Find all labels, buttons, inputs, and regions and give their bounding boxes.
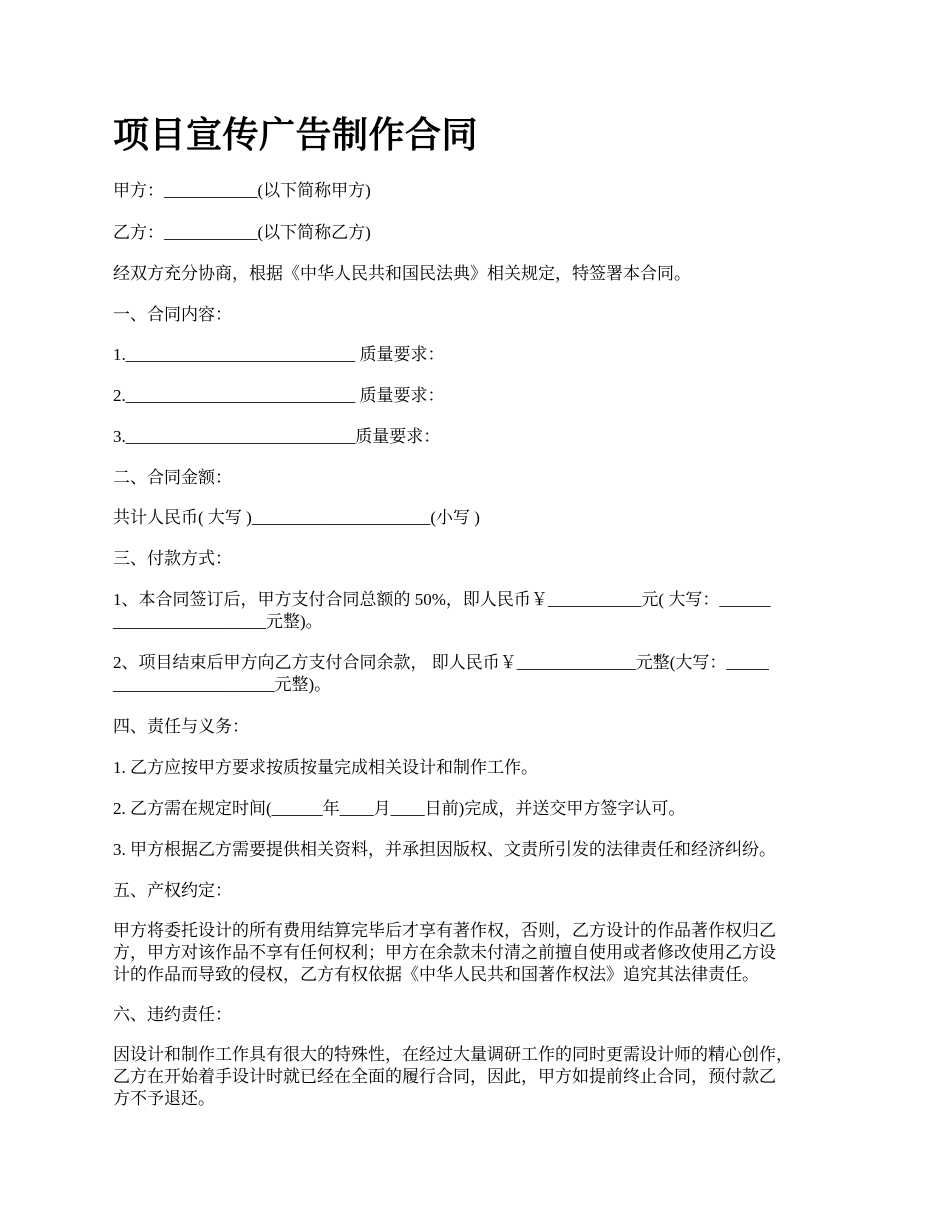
payment-item-2-line-1: 2、项目结束后甲方向乙方支付合同余款， 即人民币￥______________元整(大写：_____	[113, 653, 769, 672]
breach-liability-paragraph	[113, 1044, 793, 1110]
party-b-line: 乙方：___________(以下简称乙方)	[113, 223, 371, 242]
party-a-line: 甲方：___________(以下简称甲方)	[113, 181, 371, 200]
section-heading-property-rights: 五、产权约定：	[113, 881, 232, 900]
property-rights-paragraph	[113, 920, 776, 986]
responsibility-item-3: 3. 甲方根据乙方需要提供相关资料，并承担因版权、文责所引发的法律责任和经济纠纷。	[113, 840, 776, 859]
payment-item-1-line-2: __________________元整)。	[113, 612, 323, 631]
content-item-1: 1.___________________________ 质量要求：	[113, 345, 445, 364]
payment-item-1-line-1: 1、本合同签订后，甲方支付合同总额的 50%，即人民币￥___________元( 大写：______	[113, 590, 771, 609]
payment-item-2-line-2: ___________________元整)。	[113, 675, 332, 694]
responsibility-item-1: 1. 乙方应按甲方要求按质按量完成相关设计和制作工作。	[113, 758, 538, 777]
breach-liability-line-3: 方不予退还。	[113, 1089, 215, 1108]
property-rights-line-2: 方，甲方对该作品不享有任何权利；甲方在余款未付清之前擅自使用或者修改使用乙方设	[113, 943, 776, 962]
section-heading-payment-method: 三、付款方式：	[113, 549, 232, 568]
amount-total-line: 共计人民币( 大写 )_____________________(小写 )	[113, 508, 480, 527]
property-rights-line-3: 计的作品而导致的侵权，乙方有权依据《中华人民共和国著作权法》追究其法律责任。	[113, 965, 759, 984]
breach-liability-line-2: 乙方在开始着手设计时就已经在全面的履行合同，因此，甲方如提前终止合同，预付款乙	[113, 1067, 776, 1086]
responsibility-item-2: 2. 乙方需在规定时间(______年____月____日前)完成，并送交甲方签字认可。	[113, 799, 686, 818]
payment-item-1	[113, 589, 770, 633]
section-heading-breach-liability: 六、违约责任：	[113, 1005, 232, 1024]
breach-liability-line-1: 因设计和制作工作具有很大的特殊性，在经过大量调研工作的同时更需设计师的精心创作，	[113, 1045, 793, 1064]
content-item-2: 2.___________________________ 质量要求：	[113, 386, 445, 405]
property-rights-line-1: 甲方将委托设计的所有费用结算完毕后才享有著作权，否则，乙方设计的作品著作权归乙	[113, 921, 776, 940]
document-title: 项目宣传广告制作合同	[113, 115, 479, 156]
intro-paragraph: 经双方充分协商，根据《中华人民共和国民法典》相关规定，特签署本合同。	[113, 264, 691, 283]
content-item-3: 3.___________________________质量要求：	[113, 427, 441, 446]
section-heading-responsibilities: 四、责任与义务：	[113, 717, 249, 736]
section-heading-contract-amount: 二、合同金额：	[113, 468, 232, 487]
payment-item-2	[113, 652, 769, 696]
section-heading-contract-content: 一、合同内容：	[113, 305, 232, 324]
